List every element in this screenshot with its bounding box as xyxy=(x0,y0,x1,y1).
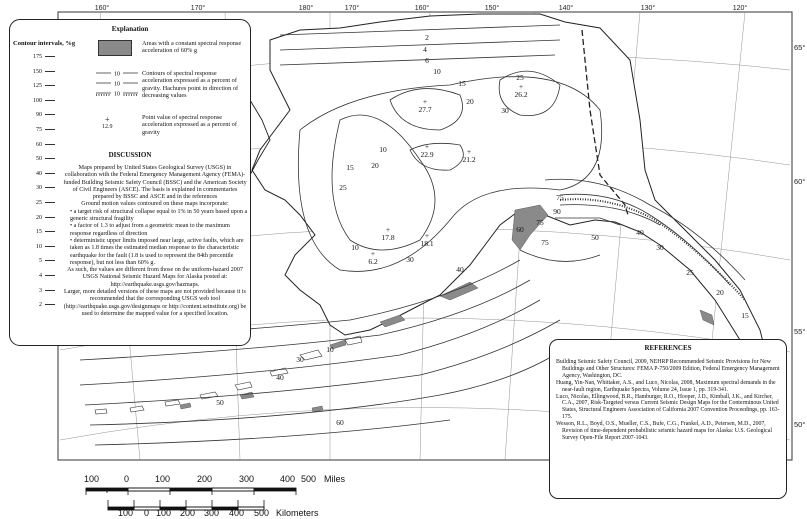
contour-interval-heading: Contour intervals, %g xyxy=(13,40,76,47)
contour-label: 90 xyxy=(553,207,561,216)
contour-scale-row xyxy=(14,170,55,178)
point-marker-icon: + xyxy=(424,231,430,240)
contour-scale-row xyxy=(14,184,55,192)
reference-item: Wesson, R.L., Boyd, O.S., Mueller, C.S., Bufe, C.G., Frankel, A.D., Petersen, M.D., 2007, Revision of time-dependent probabilistic seismic hazard maps for Alaska: U.S. Geological Survey Open-File Report 2007-1043. xyxy=(556,421,772,441)
contour-label: 10 xyxy=(351,243,359,252)
contour-scale-value: 20 xyxy=(36,214,42,221)
references-list xyxy=(556,359,782,442)
legend-contour-value: 10 xyxy=(114,81,120,88)
contour-scale-row xyxy=(14,301,55,309)
contour-label: 4 xyxy=(423,45,427,54)
latitude-label: 50° xyxy=(794,420,806,429)
legend-contour-value: 10 xyxy=(114,91,120,98)
contour-scale-value: 125 xyxy=(33,83,42,90)
point-value: 22.9 xyxy=(420,150,434,159)
longitude-label: 180° xyxy=(298,5,314,12)
contour-scale-tick xyxy=(45,129,55,130)
scale-mile-label: 0 xyxy=(124,474,130,484)
contour-scale-row xyxy=(14,82,55,90)
contour-label: 60 xyxy=(516,225,524,234)
explanation-title: Explanation xyxy=(111,25,149,33)
references-title: REFERENCES xyxy=(644,344,692,352)
point-marker-icon: + xyxy=(518,82,524,91)
contour-label: 40 xyxy=(276,373,284,382)
contour-label: 20 xyxy=(466,97,474,106)
discussion-paragraph: Ground motion values contoured on these maps incorporate: xyxy=(81,201,229,208)
scale-km-label: 300 xyxy=(204,508,220,518)
discussion-bullets xyxy=(62,209,248,267)
discussion-paragraph: Maps prepared by United States Geological Survey (USGS) in collaboration with the Federal Emergency Management Agency (FEMA)-funded Building Seismic Safety Council (BSSC) and the American Society of Civil Engineers (ASCE). The basis is explained in commentaries prepared by BSSC and ASCE and in the references xyxy=(63,165,247,201)
scale-mile-label: 400 xyxy=(280,474,296,484)
contour-scale-tick xyxy=(45,100,55,101)
point-marker-icon: + xyxy=(370,249,376,258)
point-value: 18.1 xyxy=(420,239,434,248)
scale-mile-label: 200 xyxy=(197,474,213,484)
contour-scale-value: 50 xyxy=(36,156,42,163)
discussion-title: DISCUSSION xyxy=(108,151,152,159)
contour-label: 15 xyxy=(458,79,466,88)
point-value: 6.2 xyxy=(368,257,378,266)
contour-label: 10 xyxy=(326,345,334,354)
reference-item: Building Seismic Safety Council, 2009, NEHRP Recommended Seismic Provisions for New Buildings and Other Structures: FEMA P-750/2009 Edition, Federal Emergency Management Agency, Washington, DC. xyxy=(556,359,780,379)
contour-scale-value: 60 xyxy=(36,141,42,148)
scale-mile-label: 100 xyxy=(84,474,100,484)
contour-label: 6 xyxy=(425,56,429,65)
scale-mile-label: 500 xyxy=(301,474,317,484)
contour-label: 75 xyxy=(536,218,544,227)
scale-km-label: 500 xyxy=(254,508,270,518)
contour-label: 25 xyxy=(516,73,524,82)
discussion-bullet: • a target risk of structural collapse equal to 1% in 50 years based upon a generic structural fragility xyxy=(70,209,248,224)
contour-label: 75 xyxy=(541,238,549,247)
point-marker-icon: + xyxy=(422,97,428,106)
contour-scale-tick xyxy=(45,114,55,115)
contour-label: 50 xyxy=(216,398,224,407)
contour-scale-value: 90 xyxy=(36,112,42,119)
scale-bars xyxy=(80,470,360,519)
longitude-labels xyxy=(95,4,748,12)
contour-label: 15 xyxy=(741,311,749,320)
discussion-body xyxy=(62,165,248,318)
scale-km-label: 100 xyxy=(156,508,172,518)
contour-label: 30 xyxy=(296,355,304,364)
contour-scale-tick xyxy=(45,187,55,188)
contour-scale-value: 10 xyxy=(36,243,42,250)
contour-label: 20 xyxy=(716,288,724,297)
alaska-mainland xyxy=(252,14,770,375)
scale-mile-label: 300 xyxy=(239,474,255,484)
point-marker-icon: + xyxy=(424,142,430,151)
contour-scale-row xyxy=(14,141,55,149)
latitude-label: 65° xyxy=(794,43,806,52)
contour-scale-tick xyxy=(45,71,55,72)
longitude-label: 170° xyxy=(344,5,360,12)
contour-scale-tick xyxy=(45,275,55,276)
contour-scale-value: 5 xyxy=(39,258,42,265)
legend-contour-value: 10 xyxy=(114,71,120,78)
legend-gray-area-text: Areas with a constant spectral response acceleration of 60% g xyxy=(142,40,242,55)
contour-scale-row xyxy=(14,214,55,222)
contour-label: 30 xyxy=(656,243,664,252)
explanation-panel xyxy=(9,19,251,346)
contour-scale-row xyxy=(14,228,55,236)
contour-label: 30 xyxy=(406,255,414,264)
longitude-label: 140° xyxy=(558,5,574,12)
contour-scale-tick xyxy=(45,304,55,305)
discussion-paragraph: As such, the values are different from those on the uniform-hazard 2007 USGS National Seismic Hazard Maps for Alaska posted at: http://earthquake.usgs.gov/hazmaps. xyxy=(67,267,243,288)
contour-scale-tick xyxy=(45,290,55,291)
contour-scale-row xyxy=(14,243,55,251)
gray-area-swatch xyxy=(98,40,132,56)
contour-label: 60 xyxy=(336,418,344,427)
contour-label: 30 xyxy=(501,106,509,115)
contour-label: 15 xyxy=(346,163,354,172)
point-value: 17.8 xyxy=(381,233,395,242)
legend-point-text: Point value of spectral response acceleration expressed as a percent of gravity xyxy=(142,114,237,136)
contour-scale-row xyxy=(14,53,55,61)
legend-contour-text: Contours of spectral response acceleration expressed as a percent of gravity. Hachures point in direction of decreasing values xyxy=(142,70,239,100)
contour-scale-value: 100 xyxy=(33,97,42,104)
legend-point-value: 12.9 xyxy=(102,124,113,130)
contour-scale-tick xyxy=(45,56,55,57)
latitude-labels xyxy=(794,43,805,429)
longitude-label: 160° xyxy=(94,5,110,12)
contour-scale-tick xyxy=(45,246,55,247)
contour-scale-row xyxy=(14,199,55,207)
contour-label: 25 xyxy=(339,183,347,192)
latitude-label: 55° xyxy=(794,327,806,336)
contour-scale-row xyxy=(14,257,55,265)
point-symbol-icon: + xyxy=(105,115,110,124)
contour-scale-value: 25 xyxy=(36,200,42,206)
scale-km-label: 400 xyxy=(229,508,245,518)
contour-scale-tick xyxy=(45,217,55,218)
discussion-bullet: • deterministic upper limits imposed near large, active faults, which are taken as 1.8 times the estimated median response to the characteristic earthquake for the fault (1.8 is used to represent the 84th percentile response), but not less than 60% g. xyxy=(70,238,248,267)
contour-scale-tick xyxy=(45,144,55,145)
point-value: 21.2 xyxy=(462,155,476,164)
contour-label: 50 xyxy=(591,233,599,242)
contour-scale-value: 30 xyxy=(36,185,42,192)
contour-scale-row xyxy=(14,97,55,105)
contour-scale-value: 150 xyxy=(33,68,42,75)
contour-label: 40 xyxy=(456,265,464,274)
scale-km-label: 200 xyxy=(180,508,196,518)
contour-scale-row xyxy=(14,126,55,134)
scale-mile-label: 100 xyxy=(155,474,171,484)
contour-scale-row xyxy=(14,272,55,280)
contour-label: 75 xyxy=(556,193,564,202)
contour-scale-value: 75 xyxy=(36,127,42,133)
contour-scale-row xyxy=(14,111,55,119)
reference-item: Luco, Nicolas, Ellingwood, B.R., Hamburger, R.O., Hooper, J.D., Kimball, J.K., and Kircher, C.A., 2007, Risk-Targeted versus Current Seismic Design Maps for the Conterminous United States, Structural Engineers Association of California 2007 Convention Proceedings, pp. 163-175. xyxy=(556,393,780,421)
longitude-label: 120° xyxy=(732,5,748,12)
point-value: 26.2 xyxy=(514,90,528,99)
point-marker-icon: + xyxy=(466,147,472,156)
contour-scale-value: 15 xyxy=(36,229,42,236)
longitude-label: 160° xyxy=(414,5,430,12)
discussion-bullet: • a factor of 1.3 to adjust from a geometric mean to the maximum response regardless of direction xyxy=(70,223,248,238)
contour-scale-tick xyxy=(45,173,55,174)
scale-km-unit: Kilometers xyxy=(276,508,319,518)
longitude-label: 130° xyxy=(640,5,656,12)
contour-scale-tick xyxy=(45,85,55,86)
contour-label: 10 xyxy=(379,145,387,154)
longitude-label: 170° xyxy=(190,5,206,12)
contour-scale-tick xyxy=(45,231,55,232)
contour-line-symbol xyxy=(94,68,140,106)
contour-scale-value: 2 xyxy=(39,302,42,309)
point-value: 27.7 xyxy=(418,105,432,114)
contour-scale-tick xyxy=(45,202,55,203)
contour-label: 25 xyxy=(686,268,694,277)
contour-scale-row xyxy=(14,68,55,76)
contour-scale-tick xyxy=(45,260,55,261)
contour-scale-value: 40 xyxy=(36,170,42,177)
contour-scale-row xyxy=(14,287,55,295)
point-marker-icon: + xyxy=(385,225,391,234)
scale-km-label: 100 xyxy=(118,508,134,518)
contour-label: 10 xyxy=(433,67,441,76)
contour-scale-value: 4 xyxy=(39,273,42,279)
contour-label: 2 xyxy=(425,33,429,42)
reference-item: Huang, Yin-Nan, Whittaker, A.S., and Luco, Nicolas, 2008, Maximum spectral demands in the near-fault region, Earthquake Spectra, Volume 24, Issue 1, pp. 319-341. xyxy=(556,379,776,393)
scale-miles-unit: Miles xyxy=(324,474,346,484)
contour-scale-value: 3 xyxy=(39,287,42,294)
scale-km-label: 0 xyxy=(144,508,150,518)
latitude-label: 60° xyxy=(794,177,806,186)
longitude-label: 150° xyxy=(484,5,500,12)
contour-label: 20 xyxy=(371,161,379,170)
contour-label: 40 xyxy=(636,228,644,237)
discussion-paragraph: Larger, more detailed versions of these maps are not provided because it is recommended that the corresponding USGS web tool (http://earthquake.usgs.gov/designmaps or http://content.seinstitute.org) be used to determine the mapped value for a specified location. xyxy=(63,289,247,317)
references-panel xyxy=(549,339,787,499)
contour-scale-value: 175 xyxy=(33,54,42,60)
